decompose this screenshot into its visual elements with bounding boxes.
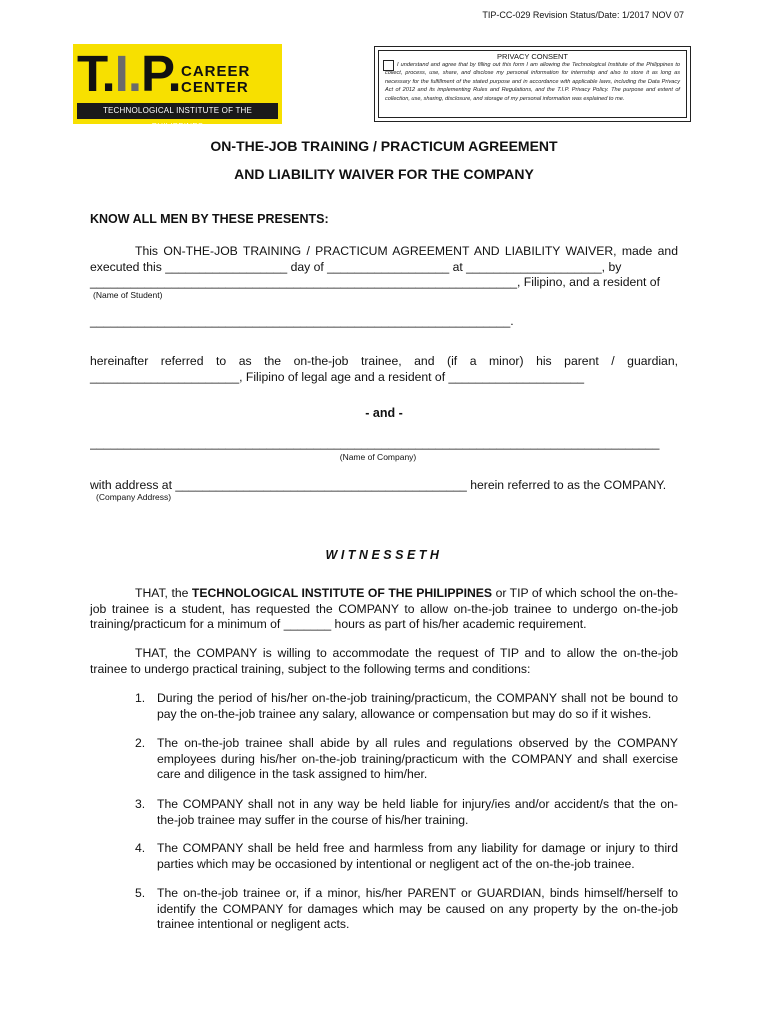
company-address-label: (Company Address) [96, 492, 172, 502]
that-paragraph-2: THAT, the COMPANY is willing to accommodate the request of TIP and to allow the on-the-job trainee to undergo practical training, subject to the following terms and conditions: [90, 646, 678, 676]
company-address-line: with address at ___________________________________________ herein referred to as the COMPANY. [90, 478, 667, 492]
term-text: The COMPANY shall not in any way be held liable for injury/ies and/or accident/s that the on-the-job trainee may suffer in the course of his/her training. [157, 797, 678, 827]
witnesseth-heading: WITNESSETH [325, 548, 443, 562]
logo-career-center [181, 64, 250, 96]
logo-career-text: CAREER [181, 63, 251, 80]
term-text: The on-the-job trainee or, if a minor, his/her PARENT or GUARDIAN, binds himself/herself to identify the COMPANY for damages which may be caused on any property by the on-the-job trainee intentional or negligent acts. [157, 886, 678, 931]
term-number: 3. [135, 797, 146, 811]
logo-letters [77, 47, 181, 101]
logo-letters-text: T.I.P. [77, 45, 181, 102]
that1-prefix: THAT, the [135, 586, 189, 600]
logo-center-text: CENTER [181, 79, 249, 96]
term-number: 1. [135, 691, 146, 705]
revision-status: TIP-CC-029 Revision Status/Date: 1/2017 NOV 07 [482, 10, 684, 20]
know-all-heading: KNOW ALL MEN BY THESE PRESENTS: [90, 212, 329, 226]
logo-strip: TECHNOLOGICAL INSTITUTE OF THE PHILIPPINES [77, 103, 278, 119]
privacy-consent-text: I understand and agree that by filling out this form I am allowing the Technological Institute of the Philippines to collect, process, use, share, and disclose my personal information for internship and also to store it as long as necessary for the fulfillment of the stated purpose and in accordance with applicable laws, including the Data Privacy Act of 2012 and its implementing Rules and Regulations, and the T.I.P. Privacy Policy. The purpose and extent of collection, use, sharing, disclosure, and storage of my personal information was explained to me. [385, 62, 680, 102]
that1-rest: or TIP of which school the on-the-job trainee is a student, has requested the COMPANY to allow on-the-job trainee to undergo on-the-job training/practicum for a minimum of _______ hours as part of his/her academic requirement. [90, 586, 678, 631]
tip-career-center-logo [73, 44, 282, 131]
term-text: During the period of his/her on-the-job training/practicum, the COMPANY shall not be bound to pay the on-the-job trainee any salary, allowance or compensation but may do so if it wishes. [157, 691, 678, 721]
privacy-consent-title: PRIVACY CONSENT [497, 52, 568, 61]
and-separator: - and - [365, 406, 403, 420]
term-item-2 [135, 736, 678, 783]
name-of-student-label: (Name of Student) [93, 290, 163, 300]
term-number: 5. [135, 886, 146, 900]
term-text: The on-the-job trainee shall abide by all rules and regulations observed by the COMPANY employees during his/her on-the-job training/practicum with the COMPANY and shall exercise care and diligence in the task assigned to him/her. [157, 736, 678, 781]
trainee-paragraph: hereinafter referred to as the on-the-job trainee, and (if a minor) his parent / guardian, ______________________, Filipino of legal age and a resident of ____________________ [90, 354, 678, 384]
term-item-1 [135, 691, 678, 722]
term-item-5 [135, 886, 678, 933]
privacy-consent-box [374, 46, 691, 122]
opening-paragraph: This ON-THE-JOB TRAINING / PRACTICUM AGREEMENT AND LIABILITY WAIVER, made and executed this __________________ day of __________________ at ____________________, by [90, 244, 678, 274]
term-text: The COMPANY shall be held free and harmless from any liability for damage or injury to third parties which may be occasioned by intentional or negligent act of the on-the-job trainee. [157, 841, 678, 871]
term-number: 2. [135, 736, 146, 750]
student-name-line: _______________________________________________________________, Filipino, and a resident of [90, 275, 660, 289]
term-number: 4. [135, 841, 146, 855]
company-name-line: ____________________________________________________________________________________ [90, 436, 660, 450]
tip-name: TECHNOLOGICAL INSTITUTE OF THE PHILIPPINES [191, 586, 493, 600]
name-of-company-label: (Name of Company) [339, 452, 417, 462]
that-paragraph-1 [90, 586, 678, 633]
term-item-3 [135, 797, 678, 828]
resident-address-line: ______________________________________________________________. [90, 314, 514, 328]
term-item-4 [135, 841, 678, 872]
document-title-line1: ON-THE-JOB TRAINING / PRACTICUM AGREEMENT [210, 138, 558, 154]
document-title-line2: AND LIABILITY WAIVER FOR THE COMPANY [234, 166, 534, 182]
privacy-consent-inner [378, 50, 687, 118]
